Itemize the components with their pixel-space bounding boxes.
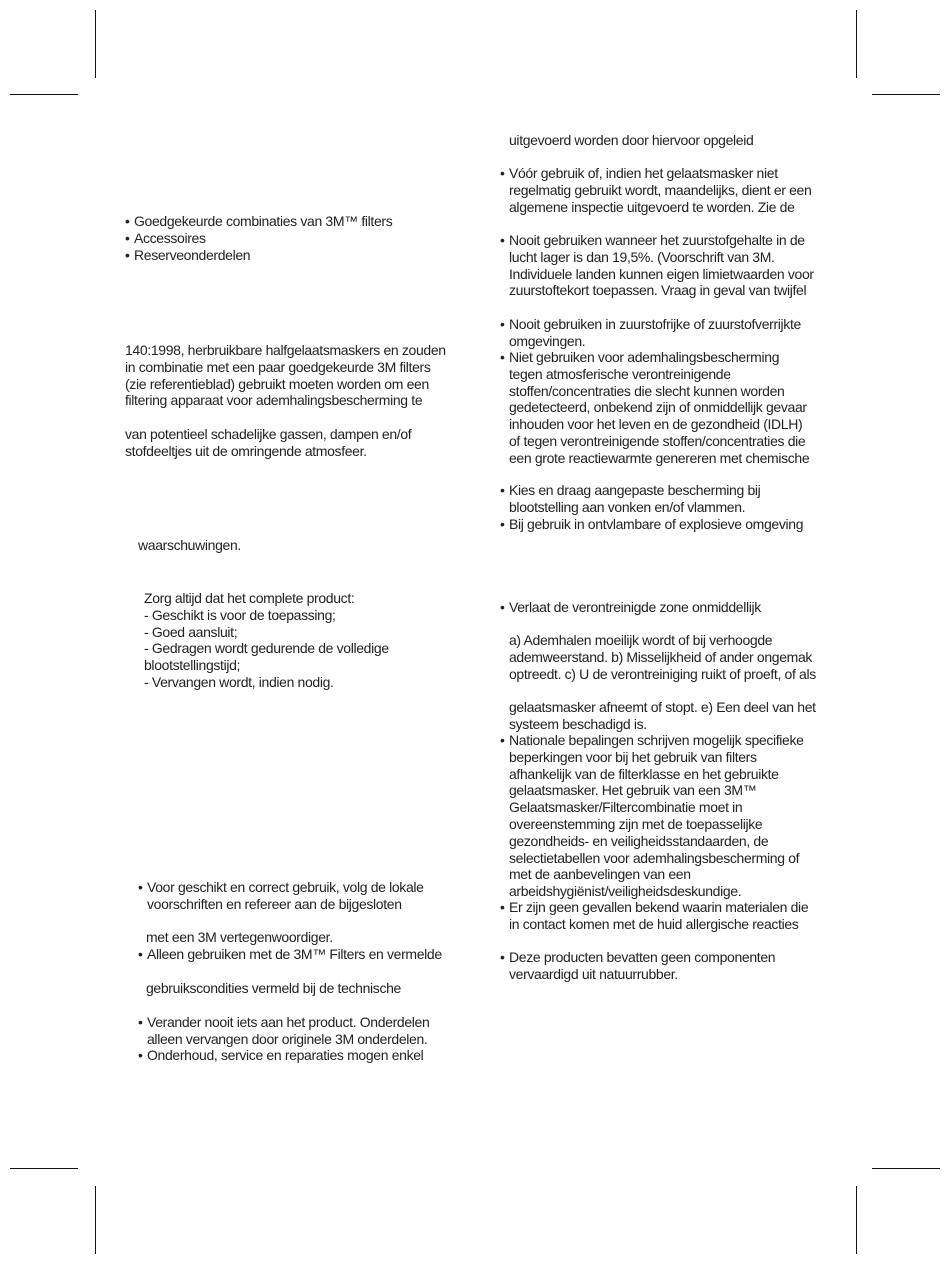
text-line: Individuele landen kunnen eigen limietwaarden voor bbox=[509, 265, 814, 282]
allergy-bullet bbox=[500, 899, 808, 933]
text-line: • Verander nooit iets aan het product. Onderdelen bbox=[138, 1014, 429, 1031]
continued-text bbox=[509, 132, 753, 149]
text-line: optreedt. c) U de verontreiniging ruikt of proeft, of als bbox=[509, 665, 816, 682]
text-line: met de aanbevelingen van een bbox=[509, 866, 691, 883]
text-line: ademweerstand. b) Misselijkheid of ander ongemak bbox=[509, 648, 813, 665]
crop-mark bbox=[856, 10, 857, 78]
text-line: lucht lager is dan 19,5%. (Voorschrift van 3M. bbox=[509, 248, 775, 265]
text-line: • Kies en draag aangepaste bescherming bij bbox=[500, 482, 760, 499]
text-line: • Bij gebruik in ontvlambare of explosieve omgeving bbox=[500, 516, 803, 533]
text-line: gelaatsmasker. Het gebruik van een 3M™ bbox=[509, 782, 757, 799]
text-line: algemene inspectie uitgevoerd te worden. Zie de bbox=[509, 198, 795, 215]
text-line: in combinatie met een paar goedgekeurde 3M filters bbox=[125, 358, 431, 375]
text-line: • Verlaat de verontreinigde zone onmiddellijk bbox=[500, 599, 761, 616]
text-line: beperkingen voor bij het gebruik van filters bbox=[509, 748, 757, 765]
list-item: • Reserveonderdelen bbox=[125, 247, 392, 264]
text-line: een grote reactiewarmte genereren met chemische bbox=[509, 449, 810, 466]
usage-bullet bbox=[138, 879, 424, 913]
text-line: (zie referentieblad) gebruikt moeten worden om een bbox=[125, 375, 429, 392]
intro-paragraph bbox=[125, 342, 446, 409]
text-line: • Voor geschikt en correct gebruik, volg de lokale bbox=[138, 879, 424, 896]
text-line: • Alleen gebruiken met de 3M™ Filters en vermelde bbox=[138, 946, 442, 963]
accessory-list bbox=[125, 213, 392, 263]
text-line: a) Ademhalen moeilijk wordt of bij verhoogde bbox=[509, 632, 773, 648]
text-line: • Onderhoud, service en reparaties mogen enkel bbox=[138, 1047, 423, 1064]
crop-mark bbox=[872, 94, 940, 95]
crop-mark bbox=[10, 94, 78, 95]
crop-mark bbox=[95, 1186, 96, 1254]
list-item: • Accessoires bbox=[125, 230, 392, 247]
text-line: inhouden voor het leven en de gezondheid (IDLH) bbox=[509, 416, 803, 433]
maintenance-bullet bbox=[138, 1047, 423, 1064]
text-line: gedetecteerd, onbekend zijn of onmiddellijk gevaar bbox=[509, 399, 807, 416]
text-line: waarschuwingen. bbox=[138, 537, 241, 553]
text-line: arbeidshygiënist/veiligheidsdeskundige. bbox=[509, 883, 742, 900]
inspection-bullet bbox=[500, 165, 811, 215]
text-line: blootstelling aan vonken en/of vlammen. bbox=[509, 498, 746, 515]
text-line: • Deze producten bevatten geen componenten bbox=[500, 949, 775, 966]
text-line: Zorg altijd dat het complete product: bbox=[144, 590, 355, 606]
text-line: voorschriften en refereer aan de bijgesloten bbox=[147, 895, 402, 912]
text-line: • Nationale bepalingen schrijven mogelijk specifieke bbox=[500, 732, 804, 749]
sparks-bullet bbox=[500, 482, 760, 516]
text-line: in contact komen met de huid allergische reacties bbox=[509, 915, 799, 932]
text-line: regelmatig gebruikt wordt, maandelijks, dient er een bbox=[509, 181, 812, 198]
modify-bullet bbox=[138, 1014, 429, 1048]
list-item: • Goedgekeurde combinaties van 3M™ filters bbox=[125, 213, 392, 230]
text-line: stofdeeltjes uit de omringende atmosfeer. bbox=[125, 442, 367, 459]
contaminants-bullet bbox=[500, 349, 809, 467]
text-line: alleen vervangen door originele 3M onderdelen. bbox=[147, 1030, 428, 1047]
text-line: uitgevoerd worden door hiervoor opgeleid bbox=[509, 132, 754, 148]
text-line: omgevingen. bbox=[509, 332, 586, 349]
oxygen-bullet bbox=[500, 232, 814, 299]
leave-zone-bullet bbox=[500, 599, 761, 616]
text-line: • Er zijn geen gevallen bekend waarin materialen die bbox=[500, 899, 808, 916]
text-line: filtering apparaat voor ademhalingsbescherming te bbox=[125, 392, 423, 409]
text-line: of tegen verontreinigende stoffen/concentraties die bbox=[509, 432, 806, 449]
leave-conditions bbox=[509, 632, 816, 682]
crop-mark bbox=[856, 1186, 857, 1254]
text-line: blootstellingstijd; bbox=[144, 657, 241, 674]
representative-text bbox=[146, 929, 333, 946]
intro-paragraph-continued bbox=[125, 426, 411, 460]
text-line: gezondheids- en veiligheidsstandaarden, de bbox=[509, 832, 769, 849]
natural-rubber-bullet bbox=[500, 949, 775, 983]
leave-conditions-continued bbox=[509, 699, 816, 733]
text-line: • Nooit gebruiken in zuurstofrijke of zuurstofverrijkte bbox=[500, 316, 801, 333]
oxygen-rich-bullet bbox=[500, 316, 801, 350]
text-line: afhankelijk van de filterklasse en het gebruikte bbox=[509, 765, 779, 782]
text-line: - Goed aansluit; bbox=[144, 623, 238, 640]
text-line: - Vervangen wordt, indien nodig. bbox=[144, 673, 334, 690]
crop-mark bbox=[95, 10, 96, 78]
text-line: gelaatsmasker afneemt of stopt. e) Een deel van het bbox=[509, 699, 816, 715]
text-line: • Nooit gebruiken wanneer het zuurstofgehalte in de bbox=[500, 232, 814, 249]
text-line: • Niet gebruiken voor ademhalingsbescherming bbox=[500, 349, 809, 366]
text-line: van potentieel schadelijke gassen, dampen en/of bbox=[125, 426, 412, 442]
text-line: • Vóór gebruik of, indien het gelaatsmasker niet bbox=[500, 165, 811, 182]
text-line: vervaardigd uit natuurrubber. bbox=[509, 965, 678, 982]
text-line: met een 3M vertegenwoordiger. bbox=[146, 929, 333, 945]
text-line: selectietabellen voor ademhalingsbescherming of bbox=[509, 849, 800, 866]
crop-mark bbox=[10, 1168, 78, 1169]
text-line: - Gedragen wordt gedurende de volledige bbox=[144, 640, 389, 657]
text-line: stoffen/concentraties die slecht kunnen worden bbox=[509, 382, 785, 399]
conditions-text bbox=[146, 980, 401, 997]
text-line: - Geschikt is voor de toepassing; bbox=[144, 606, 336, 623]
warnings-text bbox=[138, 537, 241, 554]
text-line: tegen atmosferische verontreinigende bbox=[509, 365, 731, 382]
text-line: overeenstemming zijn met de toepasselijke bbox=[509, 815, 763, 832]
explosive-bullet bbox=[500, 516, 803, 533]
text-line: gebruikscondities vermeld bij de technische bbox=[146, 980, 401, 996]
crop-mark bbox=[872, 1168, 940, 1169]
filters-bullet bbox=[138, 946, 442, 963]
product-checklist bbox=[144, 590, 389, 691]
text-line: systeem beschadigd is. bbox=[509, 715, 647, 732]
text-line: zuurstoftekort toepassen. Vraag in geval van twijfel bbox=[509, 282, 807, 299]
text-line: Gelaatsmasker/Filtercombinatie moet in bbox=[509, 799, 743, 816]
text-line: 140:1998, herbruikbare halfgelaatsmaskers en zouden bbox=[125, 342, 446, 358]
national-regulations-bullet bbox=[500, 732, 804, 900]
